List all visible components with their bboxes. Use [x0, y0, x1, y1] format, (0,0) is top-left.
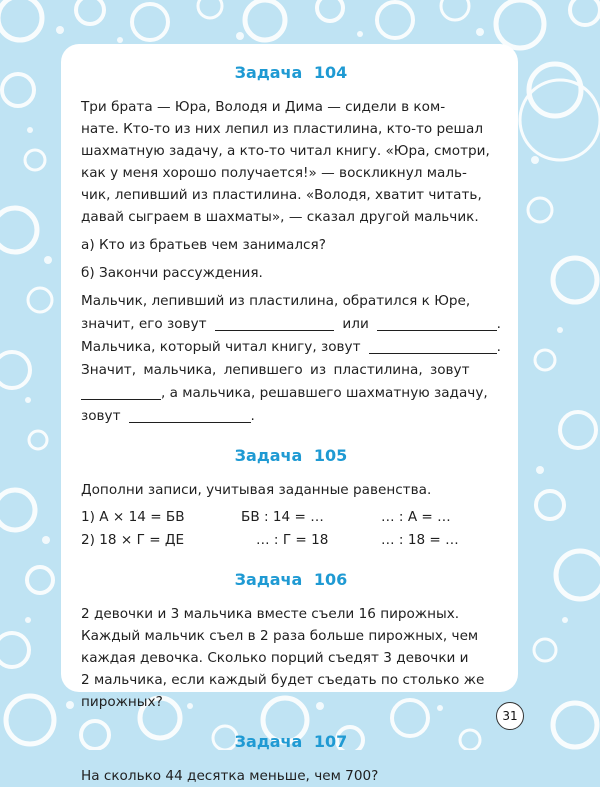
reasoning-text: зовут: [81, 407, 121, 424]
reasoning-text: значит, его зовут: [81, 315, 207, 332]
task-106-title: Задача 106: [234, 570, 348, 589]
reasoning-line-5: [81, 381, 501, 404]
equation: … : А = …: [381, 508, 451, 525]
reasoning-line-2: [81, 312, 501, 335]
task-106-line: каждая девочка. Сколько порций съедят 3 девочки и: [81, 650, 469, 666]
task-104-line: давай сыграем в шахматы», — сказал другой мальчик.: [81, 209, 479, 225]
answer-blank[interactable]: [369, 339, 497, 354]
page-number: 31: [496, 702, 524, 730]
task-104-question-b: б) Закончи рассуждения.: [81, 265, 263, 281]
task-104-text: [81, 96, 501, 228]
task-105-title: Задача 105: [234, 446, 348, 465]
task-106-line: 2 мальчика, если каждый будет съедать по столько же: [81, 672, 485, 688]
equation: 1) А × 14 = БВ: [81, 508, 185, 525]
equation: … : Г = 18: [256, 531, 329, 548]
answer-blank[interactable]: [81, 385, 161, 400]
reasoning-line-6: [81, 404, 501, 427]
reasoning-text: .: [496, 315, 501, 332]
reasoning-line-3: [81, 335, 501, 358]
reasoning-text: Значит, мальчика, лепившего из пластилина, зовут: [81, 361, 470, 378]
task-104-line: как у меня хорошо получается!» — воскликнул маль-: [81, 165, 467, 181]
task-105-row-1: [81, 505, 501, 528]
task-105-intro: Дополни записи, учитывая заданные равенства.: [81, 482, 432, 498]
reasoning-line-4: [81, 358, 501, 381]
reasoning-line-1: Мальчик, лепивший из пластилина, обратился к Юре,: [81, 293, 471, 309]
task-106-line: 2 девочки и 3 мальчика вместе съели 16 пирожных.: [81, 606, 460, 622]
task-107-title: Задача 107: [234, 732, 348, 751]
answer-blank[interactable]: [377, 316, 497, 331]
task-104-line: шахматную задачу, а кто-то читал книгу. «Юра, смотри,: [81, 143, 490, 159]
task-106-line: Каждый мальчик съел в 2 раза больше пирожных, чем: [81, 628, 479, 644]
reasoning-text: Мальчика, который читал книгу, зовут: [81, 338, 361, 355]
reasoning-text: .: [250, 407, 255, 424]
task-107-text: На сколько 44 десятка меньше, чем 700?: [81, 768, 379, 784]
reasoning-text: или: [342, 315, 369, 332]
task-104-title: Задача 104: [234, 63, 348, 82]
reasoning-text: , а мальчика, решавшего шахматную задачу,: [161, 384, 488, 401]
equation: 2) 18 × Г = ДЕ: [81, 531, 185, 548]
task-104-question-a: а) Кто из братьев чем занимался?: [81, 237, 326, 253]
task-104-reasoning: [81, 290, 501, 427]
task-104-line: нате. Кто-то из них лепил из пластилина, кто-то решал: [81, 121, 484, 137]
task-106-text: [81, 603, 501, 713]
answer-blank[interactable]: [129, 408, 251, 423]
task-104-line: чик, лепивший из пластилина. «Володя, хватит читать,: [81, 187, 482, 203]
task-106-line: пирожных?: [81, 694, 163, 710]
equation: … : 18 = …: [381, 531, 459, 548]
equation: БВ : 14 = …: [241, 508, 324, 525]
task-104-line: Три брата — Юра, Володя и Дима — сидели в ком-: [81, 99, 446, 115]
reasoning-text: .: [496, 338, 501, 355]
answer-blank[interactable]: [215, 316, 335, 331]
page-content: [81, 52, 501, 787]
task-105-row-2: [81, 528, 501, 551]
